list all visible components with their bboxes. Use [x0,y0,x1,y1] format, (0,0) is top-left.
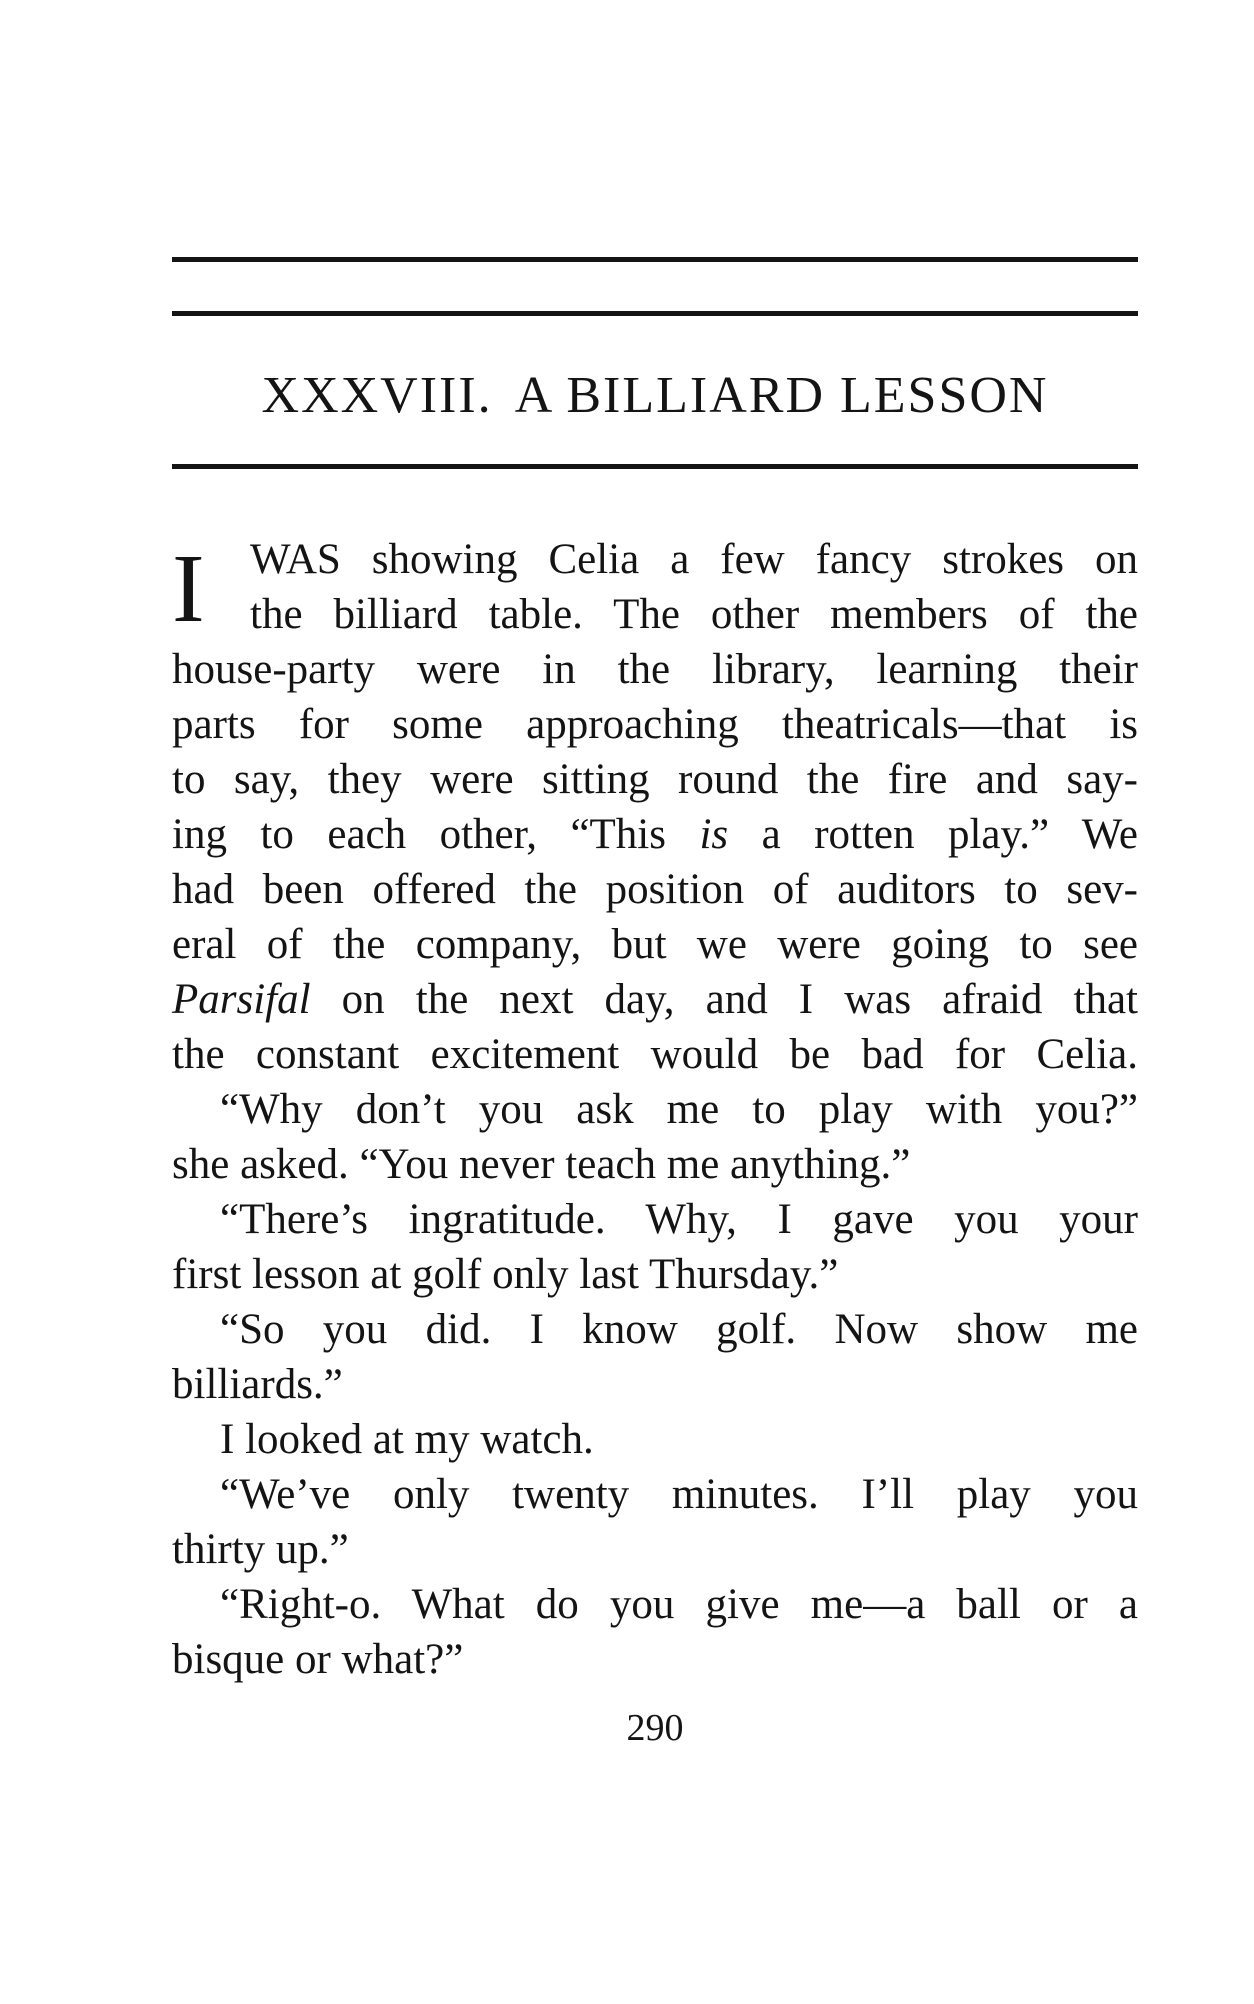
text-line: billiards.” [172,1361,343,1408]
text-line [172,972,1138,1027]
text-line: parts for some approaching theatricals—that is [172,701,1138,748]
text-run: a rotten play.” We [728,811,1138,858]
chapter-heading [172,366,1138,426]
drop-cap: I [172,535,205,643]
text-line: bisque or what?” [172,1636,464,1683]
chapter-title: A BILLIARD LESSON [514,367,1049,424]
text-line [172,807,1138,862]
text-line: she asked. “You never teach me anything.” [172,1141,911,1188]
italic-word: is [699,811,729,858]
chapter-number: XXXVIII. [261,367,493,424]
text-line: first lesson at golf only last Thursday.” [172,1251,839,1298]
page-number: 290 [626,1707,684,1749]
text-line: “We’ve only twenty minutes. I’ll play you [220,1471,1138,1518]
text-line: I looked at my watch. [220,1416,594,1463]
text-line: “Right-o. What do you give me—a ball or a [220,1581,1138,1628]
title-rule [172,464,1138,469]
text-line: “So you did. I know golf. Now show me [220,1306,1138,1353]
second-rule [172,311,1138,316]
chapter-text [172,532,1138,1687]
text-line: had been offered the position of auditors to sev- [172,866,1138,913]
text-line: the billiard table. The other members of the [250,591,1138,638]
text-line: house-party were in the library, learning their [172,646,1138,693]
text-line: to say, they were sitting round the fire and say- [172,756,1138,803]
text-line: thirty up.” [172,1526,349,1573]
top-rule [172,257,1138,262]
text-line: WAS showing Celia a few fancy strokes on [250,536,1138,583]
text-line: the constant excitement would be bad for Celia. [172,1031,1138,1078]
italic-title: Parsifal [172,976,311,1023]
text-line: “There’s ingratitude. Why, I gave you your [220,1196,1138,1243]
text-line: “Why don’t you ask me to play with you?” [220,1086,1138,1133]
text-run: on the next day, and I was afraid that [310,976,1138,1023]
text-run: ing to each other, “This [172,811,700,858]
text-line: eral of the company, but we were going to see [172,921,1138,968]
